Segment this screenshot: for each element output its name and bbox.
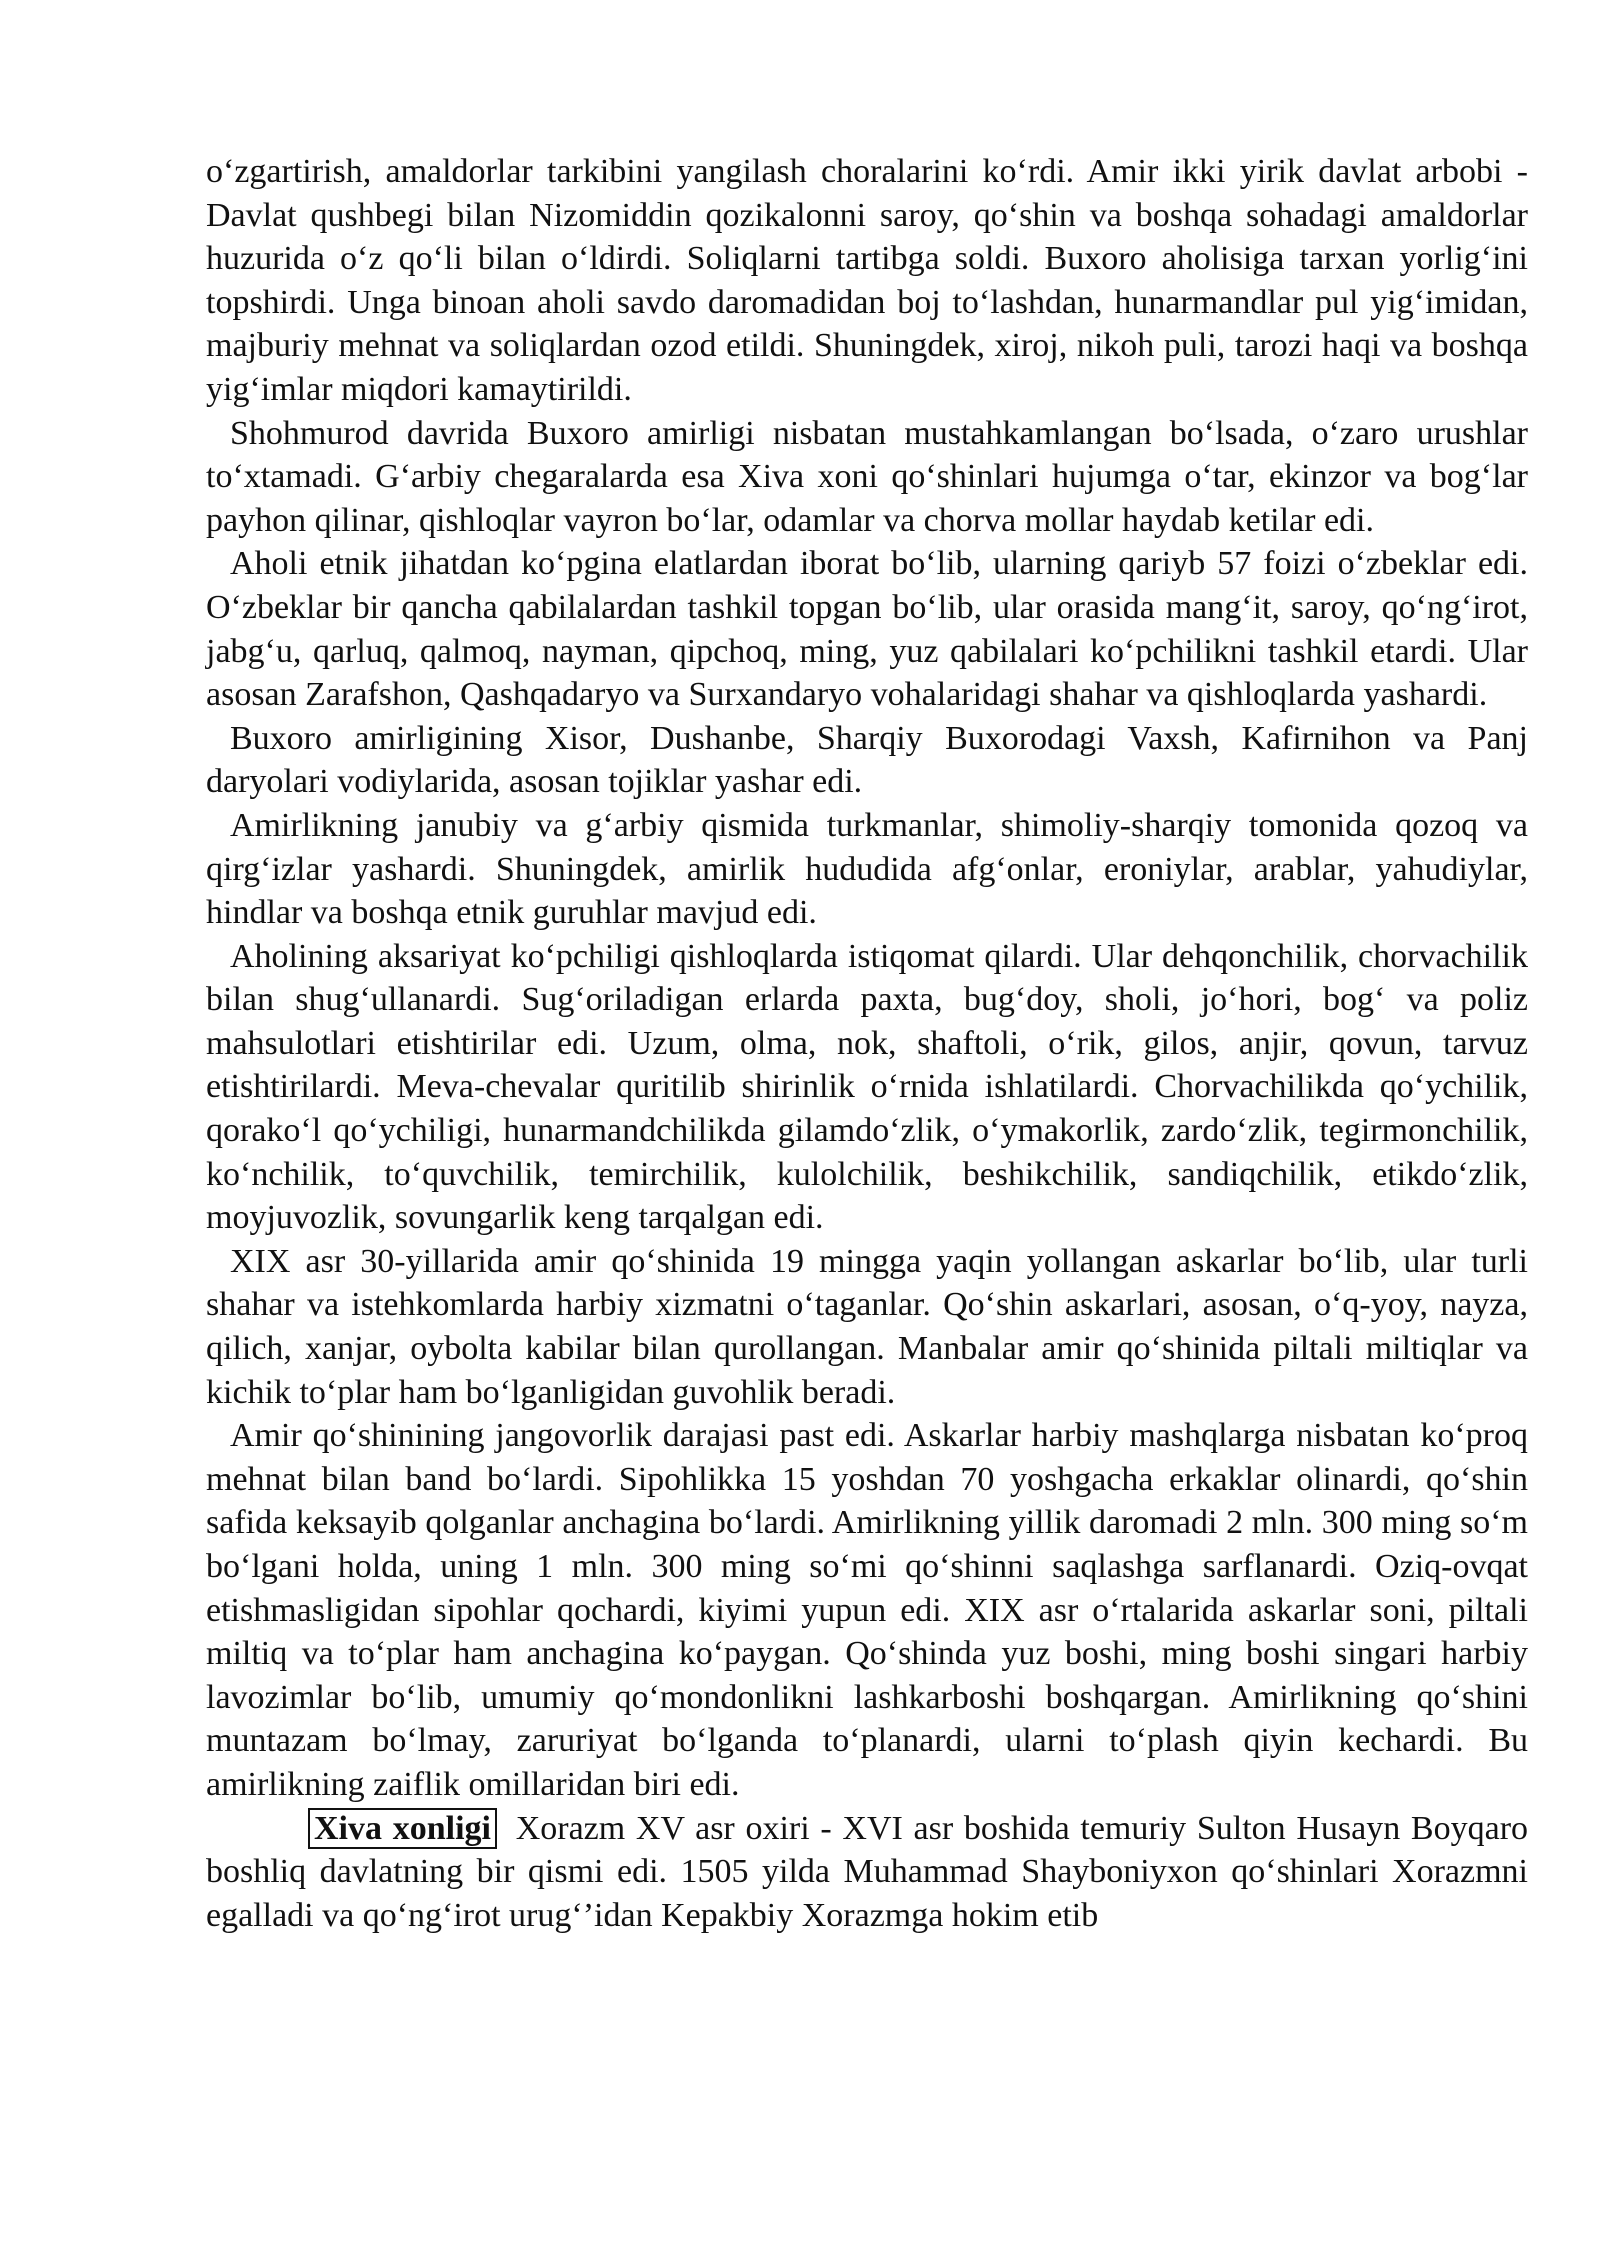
section-title-xiva-xonligi: Xiva xonligi [308,1808,497,1849]
paragraph-tax-reforms: o‘zgartirish, amaldorlar tarkibini yangilash choralarini ko‘rdi. Amir ikki yirik davlat arbobi - Davlat qushbegi bilan Nizomiddin qozikalonni saroy, qo‘shin va boshqa sohadagi amaldorlar huzurida o‘z qo‘li bilan o‘ldirdi. Soliqlarni tartibga soldi. Buxoro aholisiga tarxan yorlig‘ini topshirdi. Unga binoan aholi savdo daromadidan boj to‘lashdan, hunarmandlar pul yig‘imidan, majburiy mehnat va soliqlardan ozod etildi. Shuningdek, xiroj, nikoh puli, tarozi haqi va boshqa yig‘imlar miqdori kamaytirildi. [206,153,1528,408]
paragraph-shohmurod-wars: Shohmurod davrida Buxoro amirligi nisbatan mustahkamlangan bo‘lsada, o‘zaro urushlar to‘xtamadi. G‘arbiy chegaralarda esa Xiva xoni qo‘shinlari hujumga o‘tar, ekinzor va bog‘lar payhon qilinar, qishloqlar vayron bo‘lar, odamlar va chorva mollar haydab ketilar edi. [206,414,1528,539]
paragraph-army-19th-century: XIX asr 30-yillarida amir qo‘shinida 19 mingga yaqin yollangan askarlar bo‘lib, ular turli shahar va istehkomlarda harbiy xizmatni o‘taganlar. Qo‘shin askarlari, asosan, o‘q-yoy, nayza, qilich, xanjar, oybolta kabilar bilan qurollangan. Manbalar amir qo‘shinida piltali miltiqlar va kichik to‘plar ham bo‘lganligidan guvohlik beradi. [206,1242,1528,1411]
section-xiva-khanate [206,1807,1528,1938]
section-body-text: Xorazm XV asr oxiri - XVI asr boshida temuriy Sulton Husayn Boyqaro boshliq davlatning bir qismi edi. 1505 yilda Muhammad Shayboniyxon qo‘shinlari Xorazmni egalladi va qo‘ng‘irot urug‘’idan Kepakbiy Xorazmga hokim etib [206,1809,1529,1934]
paragraph-agriculture-crafts: Aholining aksariyat ko‘pchiligi qishloqlarda istiqomat qilardi. Ular dehqonchilik, chorvachilik bilan shug‘ullanardi. Sug‘oriladigan erlarda paxta, bug‘doy, sholi, jo‘hori, bog‘ va poliz mahsulotlari etishtirilar edi. Uzum, olma, nok, shaftoli, o‘rik, gilos, anjir, qovun, tarvuz etishtirilardi. Meva-chevalar quritilib shirinlik o‘rnida ishlatilardi. Chorvachilikda qo‘ychilik, qorako‘l qo‘ychiligi, hunarmandchilikda gilamdo‘zlik, o‘ymakorlik, zardo‘zlik, tegirmonchilik, ko‘nchilik, to‘quvchilik, temirchilik, kulolchilik, beshikchilik, sandiqchilik, etikdo‘zlik, moyjuvozlik, sovungarlik keng tarqalgan edi. [206,937,1528,1237]
paragraph-ethnic-uzbeks: Aholi etnik jihatdan ko‘pgina elatlardan iborat bo‘lib, ularning qariyb 57 foizi o‘zbeklar edi. O‘zbeklar bir qancha qabilalardan tashkil topgan bo‘lib, ular orasida mang‘it, saroy, qo‘ng‘irot, jabg‘u, qarluq, qalmoq, nayman, qipchoq, ming, yuz qabilalari ko‘pchilikni tashkil etardi. Ular asosan Zarafshon, Qashqadaryo va Surxandaryo vohalaridagi shahar va qishloqlarda yashardi. [206,545,1528,714]
document-page [206,150,1528,1937]
paragraph-army-weakness: Amir qo‘shinining jangovorlik darajasi past edi. Askarlar harbiy mashqlarga nisbatan ko‘proq mehnat bilan band bo‘lardi. Sipohlikka 15 yoshdan 70 yoshgacha erkaklar olinardi, qo‘shin safida keksayib qolganlar anchagina bo‘lardi. Amirlikning yillik daromadi 2 mln. 300 ming so‘m bo‘lgani holda, uning 1 mln. 300 ming so‘mi qo‘shinni saqlashga sarflanardi. Oziq-ovqat etishmasligidan sipohlar qochardi, kiyimi yupun edi. XIX asr o‘rtalarida askarlar soni, piltali miltiq va to‘plar ham anchagina ko‘paygan. Qo‘shinda yuz boshi, ming boshi singari harbiy lavozimlar bo‘lib, umumiy qo‘mondonlikni lashkarboshi boshqargan. Amirlikning qo‘shini muntazam bo‘lmay, zaruriyat bo‘lganda to‘planardi, ularni to‘plash qiyin kechardi. Bu amirlikning zaiflik omillaridan biri edi. [206,1417,1528,1803]
paragraph-tajiks: Buxoro amirligining Xisor, Dushanbe, Sharqiy Buxorodagi Vaxsh, Kafirnihon va Panj daryolari vodiylarida, asosan tojiklar yashar edi. [206,719,1528,801]
paragraph-other-peoples: Amirlikning janubiy va g‘arbiy qismida turkmanlar, shimoliy-sharqiy tomonida qozoq va qirg‘izlar yashardi. Shuningdek, amirlik hududida afg‘onlar, eroniylar, arablar, yahudiylar, hindlar va boshqa etnik guruhlar mavjud edi. [206,806,1528,932]
